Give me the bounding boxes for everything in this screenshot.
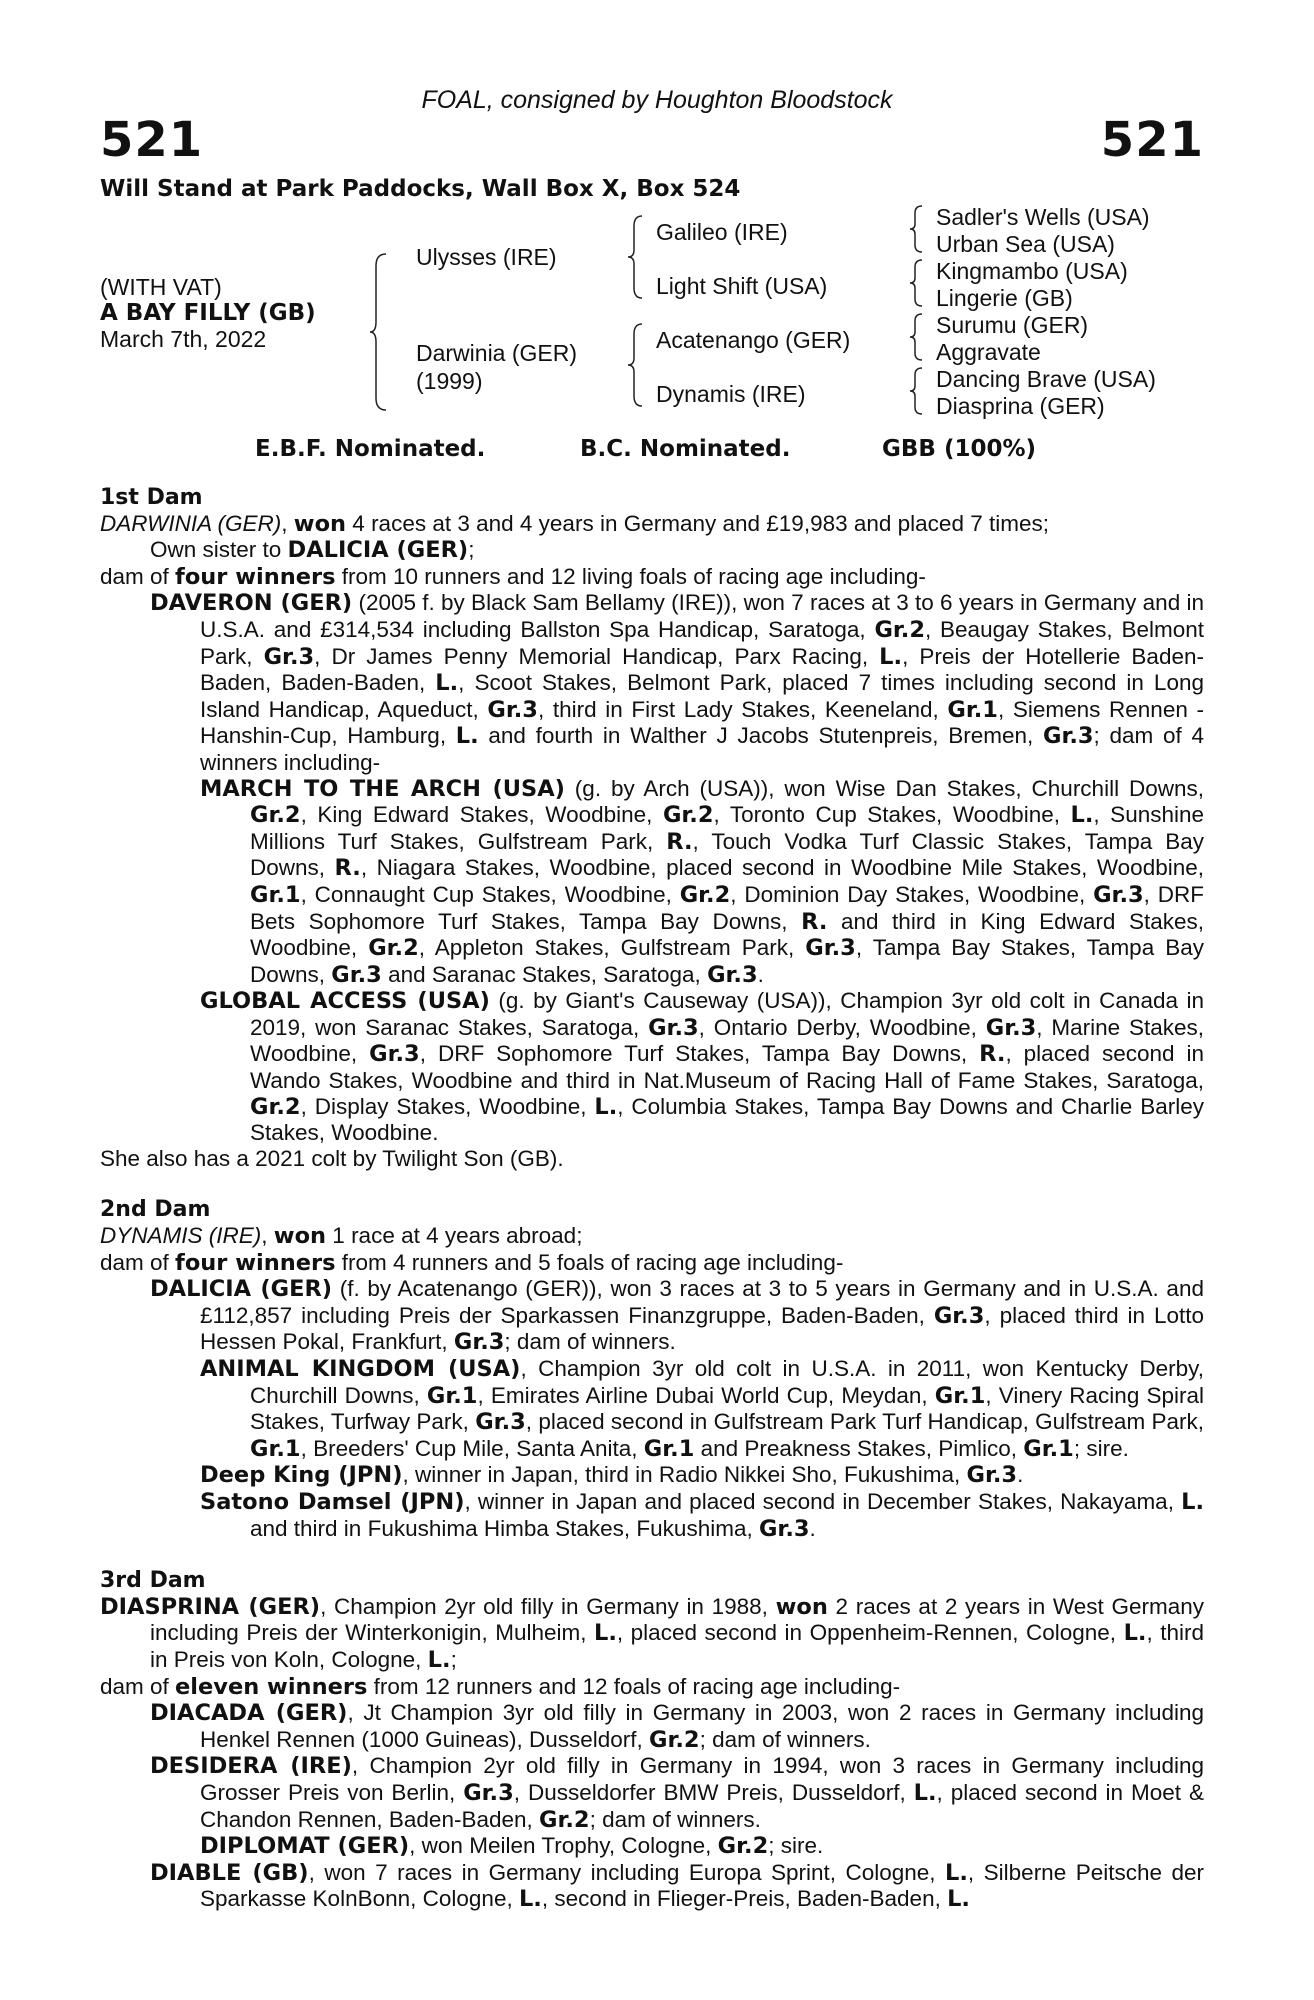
bold-text: Satono Damsel (JPN) <box>200 1488 465 1515</box>
text-run: , <box>261 1223 274 1249</box>
bold-text: Gr.1 <box>934 1382 986 1409</box>
bold-text: L. <box>1181 1488 1204 1515</box>
text-run: dam of <box>100 563 176 589</box>
bold-text: Gr.3 <box>707 961 758 988</box>
text-run: , Dominion Day Stakes, Woodbine, <box>730 881 1094 907</box>
sire-dam: Light Shift (USA) <box>656 273 828 299</box>
second-dam-record <box>100 1223 1204 1250</box>
italic-text: DYNAMIS (IRE) <box>100 1223 262 1249</box>
bold-text: Gr.3 <box>933 1302 985 1329</box>
sire: Ulysses (IRE) <box>416 244 557 270</box>
text-run: . <box>809 1515 816 1541</box>
bc-nomination: B.C. Nominated. <box>580 436 791 462</box>
stand-location: Will Stand at Park Paddocks, Wall Box X, Box 524 <box>100 176 741 202</box>
bold-text: L. <box>435 670 459 697</box>
produce-animal-kingdom <box>200 1356 1204 1462</box>
text-run: , Champion 2yr old filly in Germany in 1994, won 3 races in Germany including Grosser Preis von Berlin, <box>200 1753 1205 1805</box>
text-run: ; sire. <box>1073 1435 1129 1461</box>
bold-text: Gr.2 <box>662 802 714 829</box>
text-run: (g. by Giant's Causeway (USA)), Champion 3yr old colt in Canada in 2019, won Saranac Stakes, Saratoga, <box>250 988 1204 1040</box>
text-run: (f. by Acatenango (GER)), won 3 races at 3 to 5 years in Germany and in U.S.A. and £112,857 including Preis der Sparkassen Finanzgruppe, Baden-Baden, <box>200 1276 1204 1328</box>
text-run: , Appleton Stakes, Gulfstream Park, <box>418 935 806 961</box>
brace-dd <box>908 366 928 416</box>
bold-text: Gr.3 <box>985 1014 1037 1041</box>
text-run: , Sunshine Millions Turf Stakes, Gulfstream Park, <box>250 802 1205 854</box>
bold-text: MARCH TO THE ARCH (USA) <box>200 775 565 802</box>
text-run: Own sister to <box>150 537 288 563</box>
second-dam-produce <box>100 1250 1204 1277</box>
bold-text: GLOBAL ACCESS (USA) <box>200 988 490 1015</box>
text-run: , Ontario Derby, Woodbine, <box>698 1014 986 1040</box>
bold-text: R. <box>666 828 693 855</box>
bold-text: DALICIA (GER) <box>287 537 469 564</box>
produce-desidera <box>150 1753 1204 1833</box>
bold-text: Gr.3 <box>1042 723 1094 750</box>
bold-text: Gr.1 <box>426 1382 478 1409</box>
text-run: and Preakness Stakes, Pimlico, <box>694 1435 1024 1461</box>
first-dam-title: 1st Dam <box>100 485 203 510</box>
bold-text: Gr.2 <box>874 616 925 643</box>
brace-sire-line <box>626 214 648 300</box>
bold-text: won <box>775 1593 828 1620</box>
text-run: , Siemens Rennen - Hanshin-Cup, Hamburg, <box>200 696 1204 749</box>
text-run: 1 race at 4 years abroad; <box>326 1223 583 1249</box>
text-run: , placed second in Gulfstream Park Turf Handicap, Gulfstream Park, <box>525 1409 1204 1435</box>
text-run: , placed second in Moet & Chandon Rennen, Baden-Baden, <box>200 1779 1204 1832</box>
bold-text: eleven winners <box>175 1673 368 1700</box>
text-run: from 4 runners and 5 foals of racing age including- <box>335 1249 844 1275</box>
produce-daveron <box>150 590 1204 775</box>
text-run: , third in First Lady Stakes, Keeneland, <box>537 696 948 722</box>
brace-ds <box>908 312 928 362</box>
dam-sire: Acatenango (GER) <box>656 327 851 353</box>
bold-text: L. <box>913 1779 937 1806</box>
first-dam-also <box>100 1146 1204 1172</box>
text-run: , Champion 2yr old filly in Germany in 1988, <box>320 1593 776 1619</box>
text-run: , Breeders' Cup Mile, Santa Anita, <box>300 1435 644 1461</box>
produce-satono-damsel <box>200 1489 1204 1542</box>
dss: Surumu (GER) <box>936 312 1089 338</box>
bold-text: DIABLE (GB) <box>150 1859 309 1886</box>
text-run: ; <box>450 1646 457 1672</box>
bold-text: R. <box>334 855 361 882</box>
text-run: , placed third in Lotto Hessen Pokal, Frankfurt, <box>200 1302 1204 1355</box>
bold-text: Gr.2 <box>250 1093 301 1120</box>
sdd: Lingerie (GB) <box>936 285 1073 311</box>
text-run: 2 races at 2 years in West Germany including Preis der Winterkonigin, Mulheim, <box>150 1593 1204 1646</box>
bold-text: L. <box>1123 1620 1147 1647</box>
text-run: , DRF Sophomore Turf Stakes, Tampa Bay Downs, <box>419 1041 980 1067</box>
bold-text: DESIDERA (IRE) <box>150 1753 352 1780</box>
text-run: , <box>281 510 294 536</box>
text-run: , Touch Vodka Turf Classic Stakes, Tampa Bay Downs, <box>250 828 1204 881</box>
text-run: , winner in Japan and placed second in December Stakes, Nakayama, <box>464 1488 1182 1514</box>
text-run: dam of <box>100 1249 176 1275</box>
text-run: ; dam of winners. <box>699 1726 871 1752</box>
sds: Kingmambo (USA) <box>936 258 1128 284</box>
first-dam-produce <box>100 564 1204 591</box>
text-run: and Saranac Stakes, Saratoga, <box>381 961 708 987</box>
brace-sd <box>908 258 928 308</box>
bold-text: Gr.3 <box>648 1014 699 1041</box>
dsd: Aggravate <box>936 339 1041 365</box>
brace-generation-1 <box>368 252 392 412</box>
first-dam-sister <box>100 537 1204 564</box>
text-run: , Beaugay Stakes, Belmont Park, <box>200 616 1204 669</box>
lot-number-left: 521 <box>100 112 204 168</box>
text-run: , Dusseldorfer BMW Preis, Dusseldorf, <box>513 1779 914 1805</box>
bold-text: Gr.2 <box>250 802 301 829</box>
bold-text: Gr.3 <box>369 1041 420 1068</box>
dam: Darwinia (GER) <box>416 340 578 366</box>
sss: Sadler's Wells (USA) <box>936 204 1150 230</box>
text-run: , Jt Champion 3yr old filly in Germany in 2003, won 2 races in Germany including Henkel Rennen (1000 Guineas), Dusseldorf, <box>200 1700 1204 1752</box>
bold-text: R. <box>979 1041 1006 1068</box>
italic-text: DARWINIA (GER) <box>100 510 282 536</box>
text-run: ; dam of winners. <box>504 1329 676 1355</box>
bold-text: R. <box>801 908 828 935</box>
bold-text: L. <box>879 643 903 670</box>
third-dam-record <box>100 1594 1204 1674</box>
bold-text: L. <box>945 1859 968 1886</box>
bold-text: Gr.3 <box>453 1329 505 1356</box>
text-run: , winner in Japan, third in Radio Nikkei Sho, Fukushima, <box>402 1462 967 1488</box>
bold-text: L. <box>518 1886 542 1913</box>
bold-text: won <box>273 1223 327 1250</box>
third-dam-produce <box>100 1674 1204 1701</box>
text-run: , Toronto Cup Stakes, Woodbine, <box>713 802 1071 828</box>
bold-text: Gr.3 <box>1093 881 1144 908</box>
text-run: , Scoot Stakes, Belmont Park, placed 7 times including second in Long Island Handicap, Aqueduct, <box>200 670 1204 722</box>
bold-text: ANIMAL KINGDOM (USA) <box>200 1356 521 1382</box>
bold-text: Gr.3 <box>475 1409 526 1436</box>
text-run: , Marine Stakes, Woodbine, <box>250 1014 1204 1067</box>
produce-deep-king <box>200 1462 1204 1489</box>
bold-text: DALICIA (GER) <box>150 1276 333 1303</box>
bold-text: DIPLOMAT (GER) <box>200 1833 410 1860</box>
text-run: , placed second in Wando Stakes, Woodbine and third in Nat.Museum of Racing Hall of Fame Stakes, Saratoga, <box>250 1041 1205 1094</box>
text-run: from 10 runners and 12 living foals of racing age including- <box>335 563 926 589</box>
bold-text: Gr.2 <box>539 1806 590 1833</box>
produce-dalicia <box>150 1276 1204 1356</box>
text-run: , Dr James Penny Memorial Handicap, Parx Racing, <box>314 643 880 669</box>
text-run: ; dam of winners. <box>589 1806 761 1832</box>
bold-text: four winners <box>175 1249 336 1276</box>
text-run: , Connaught Cup Stakes, Woodbine, <box>300 881 680 907</box>
second-dam-title: 2nd Dam <box>100 1197 211 1223</box>
ebf-nomination: E.B.F. Nominated. <box>255 436 486 462</box>
consignment-line: FOAL, consigned by Houghton Bloodstock <box>421 86 893 114</box>
text-run: , second in Flieger-Preis, Baden-Baden, <box>541 1886 948 1912</box>
text-run: She also has a 2021 colt by Twilight Son (GB). <box>100 1145 564 1171</box>
bold-text: won <box>293 510 347 537</box>
catalogue-body <box>100 485 1204 1913</box>
lot-number-right: 521 <box>1100 112 1204 168</box>
vat-note: (WITH VAT) <box>100 274 222 300</box>
text-run: , Display Stakes, Woodbine, <box>300 1093 595 1119</box>
brace-dam-line <box>626 322 648 408</box>
sire-sire: Galileo (IRE) <box>656 219 788 245</box>
text-run: , Emirates Airline Dubai World Cup, Meydan, <box>477 1382 935 1408</box>
text-run: and third in Fukushima Himba Stakes, Fukushima, <box>250 1515 759 1541</box>
bold-text: L. <box>1070 802 1094 829</box>
text-run: . <box>1017 1462 1024 1488</box>
bold-text: Gr.1 <box>250 1435 301 1462</box>
bold-text: Gr.2 <box>717 1833 769 1860</box>
bold-text: Gr.1 <box>1023 1435 1074 1462</box>
produce-diable <box>150 1860 1204 1913</box>
text-run: ; <box>468 537 475 563</box>
dds: Dancing Brave (USA) <box>936 366 1156 392</box>
text-run: . <box>757 961 764 987</box>
text-run: , Tampa Bay Stakes, Tampa Bay Downs, <box>250 935 1205 987</box>
bold-text: Gr.3 <box>463 1779 514 1806</box>
bold-text: Gr.3 <box>966 1462 1018 1489</box>
bold-text: Gr.3 <box>263 643 315 670</box>
bold-text: Deep King (JPN) <box>200 1462 403 1489</box>
third-dam-title: 3rd Dam <box>100 1568 206 1594</box>
bold-text: Gr.1 <box>250 881 301 908</box>
brace-ss <box>908 204 928 254</box>
bold-text: DAVERON (GER) <box>150 590 353 617</box>
text-run: , third in Preis von Koln, Cologne, <box>150 1620 1205 1672</box>
bold-text: Gr.3 <box>805 935 856 962</box>
text-run: , won 7 races in Germany including Europa Sprint, Cologne, <box>308 1859 946 1885</box>
text-run: , DRF Bets Sophomore Turf Stakes, Tampa Bay Downs, <box>250 881 1205 934</box>
bold-text: Gr.3 <box>331 961 382 988</box>
text-run: , Columbia Stakes, Tampa Bay Downs and Charlie Barley Stakes, Woodbine. <box>250 1093 1204 1146</box>
text-run: , Vinery Racing Spiral Stakes, Turfway Park, <box>250 1382 1205 1435</box>
bold-text: four winners <box>175 563 336 590</box>
text-run: , placed second in Oppenheim-Rennen, Cologne, <box>616 1620 1124 1646</box>
text-run: dam of <box>100 1673 176 1699</box>
bold-text: Gr.2 <box>649 1726 700 1753</box>
text-run: ; sire. <box>768 1833 824 1859</box>
bold-text: L. <box>455 723 479 750</box>
gbb-rating: GBB (100%) <box>882 436 1037 462</box>
text-run: ; dam of 4 winners including- <box>200 723 1204 775</box>
text-run: and fourth in Walther J Jacobs Stutenpreis, Bremen, <box>478 723 1043 749</box>
text-run: (g. by Arch (USA)), won Wise Dan Stakes, Churchill Downs, <box>564 775 1204 801</box>
text-run: and third in King Edward Stakes, Woodbine, <box>250 908 1204 961</box>
bold-text: Gr.1 <box>643 1435 695 1462</box>
text-run: , won Meilen Trophy, Cologne, <box>409 1833 718 1859</box>
bold-text: L. <box>594 1093 618 1120</box>
produce-global-access <box>200 988 1204 1146</box>
bold-text: Gr.2 <box>368 935 419 962</box>
lot-subject: A BAY FILLY (GB) <box>100 300 316 326</box>
dam-year: (1999) <box>416 368 483 394</box>
produce-diplomat <box>200 1833 1204 1860</box>
text-run: , Preis der Hotellerie Baden-Baden, Baden-Baden, <box>200 643 1204 696</box>
ddd: Diasprina (GER) <box>936 393 1105 419</box>
bold-text: Gr.2 <box>679 881 731 908</box>
bold-text: L. <box>594 1620 617 1647</box>
bold-text: DIACADA (GER) <box>150 1700 348 1727</box>
text-run: (2005 f. by Black Sam Bellamy (IRE)), won 7 races at 3 to 6 years in Germany and in U.S.A. and £314,534 including Ballston Spa Handicap, Saratoga, <box>200 590 1204 642</box>
first-dam-record <box>100 511 1204 538</box>
produce-diacada <box>150 1700 1204 1753</box>
text-run: from 12 runners and 12 foals of racing age including- <box>367 1673 901 1699</box>
dam-dam: Dynamis (IRE) <box>656 381 806 407</box>
text-run: , Silberne Peitsche der Sparkasse KolnBonn, Cologne, <box>200 1859 1205 1912</box>
produce-march-to-the-arch <box>200 776 1204 989</box>
foaling-date: March 7th, 2022 <box>100 326 267 352</box>
bold-text: Gr.3 <box>487 696 538 723</box>
text-run: , Champion 3yr old colt in U.S.A. in 2011, won Kentucky Derby, Churchill Downs, <box>250 1356 1204 1408</box>
bold-text: L. <box>947 1886 970 1913</box>
text-run: , Niagara Stakes, Woodbine, placed second in Woodbine Mile Stakes, Woodbine, <box>360 855 1204 881</box>
bold-text: DIASPRINA (GER) <box>100 1593 321 1620</box>
text-run: 4 races at 3 and 4 years in Germany and £19,983 and placed 7 times; <box>346 510 1049 536</box>
bold-text: L. <box>427 1646 451 1673</box>
ssd: Urban Sea (USA) <box>936 231 1115 257</box>
bold-text: Gr.3 <box>758 1515 810 1542</box>
bold-text: Gr.1 <box>947 696 998 723</box>
text-run: , King Edward Stakes, Woodbine, <box>300 802 663 828</box>
